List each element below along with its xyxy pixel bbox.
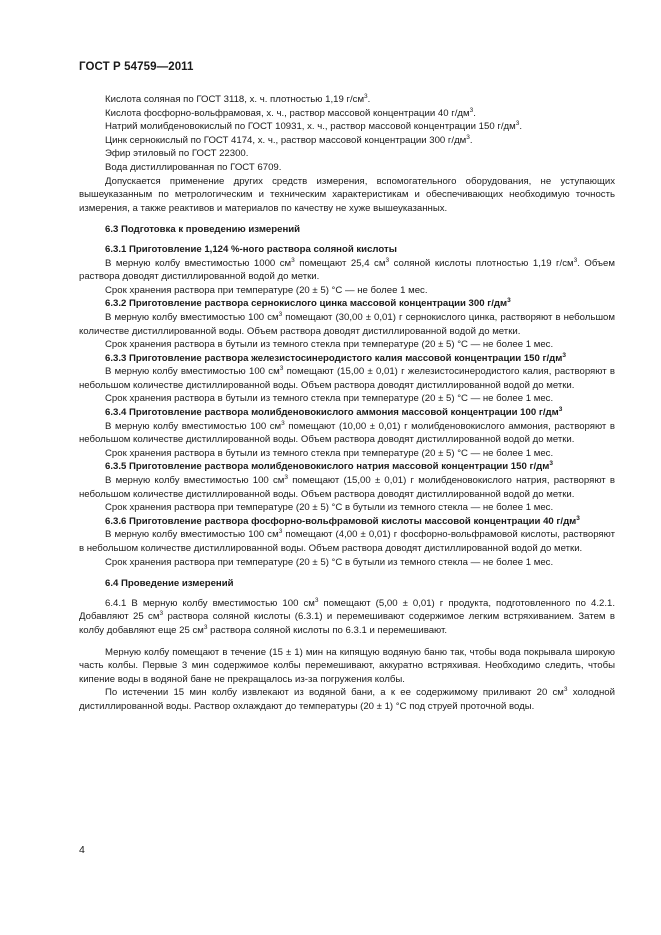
- section-6-4-title: 6.4 Проведение измерений: [105, 578, 234, 590]
- reagent-item: Натрий молибденовокислый по ГОСТ 10931, х. ч., раствор массовой концентрации 150 $г/дм^3$.: [105, 120, 522, 133]
- section-6-3-3-storage: Срок хранения раствора в бутыли из темного стекла при температуре (20 ± 5) °С — не более 1 мес.: [105, 393, 554, 405]
- section-6-3-title: 6.3 Подготовка к проведению измерений: [105, 224, 301, 236]
- section-6-3-2-title: 6.3.2 Приготовление раствора сернокислого цинка массовой концентрации 300 $г/дм^3$: [105, 297, 511, 310]
- section-6-3-6-text: В мерную колбу вместимостью 100 $см^3$ помещают (4,00 ± 0,01) г фосфорно-вольфрамовой кислоты, растворяют в небольшом количестве дистиллированной воды. Объем раствора доводят дистиллированной водой до метки.: [79, 528, 616, 554]
- allowance-paragraph: Допускается применение других средств измерения, вспомогательного оборудования, не уступающих вышеуказанным по метрологическим и техническим характеристикам и обеспечивающих необходимую точность измерения, а также реактивов и материалов по качеству не хуже вышеуказанных.: [79, 175, 615, 214]
- document-body: [79, 93, 615, 714]
- section-6-3-2-text: В мерную колбу вместимостью 100 $см^3$ помещают (30,00 ± 0,01) г сернокислого цинка, растворяют в небольшом количестве дистиллированной воды. Объем раствора доводят дистиллированной водой до метки.: [79, 310, 615, 337]
- section-6-4-1-cooling: По истечении 15 мин колбу извлекают из водяной бани, а к ее содержимому приливают 20 $см^3$ холодной дистиллированной воды. Раствор охлаждают до температуры (20 ± 1) °С под струей проточной воды.: [79, 686, 615, 712]
- section-6-3-4-storage: Срок хранения раствора в бутыли из темного стекла при температуре (20 ± 5) °С — не более 1 мес.: [105, 447, 554, 459]
- reagent-item: Эфир этиловый по ГОСТ 22300.: [105, 148, 249, 160]
- reagent-item: Кислота фосфорно-вольфрамовая, х. ч., раствор массовой концентрации 40 $г/дм^3$.: [105, 106, 476, 119]
- section-6-3-4-text: В мерную колбу вместимостью 100 $см^3$ помещают (10,00 ± 0,01) г молибденовокислого аммония, растворяют в небольшом количестве дистиллированной воды. Объем раствора доводят дистиллированной водой до метки.: [79, 419, 616, 446]
- reagent-list: [79, 93, 615, 175]
- section-6-3-6-storage: Срок хранения раствора при температуре (20 ± 5) °С в бутыли из темного стекла — не более 1 мес.: [105, 556, 554, 568]
- section-6-3-1-title: 6.3.1 Приготовление 1,124 %-ного раствора соляной кислоты: [105, 243, 397, 255]
- section-6-3-5-storage: Срок хранения раствора при температуре (20 ± 5) °С в бутыли из темного стекла — не более 1 мес.: [105, 502, 554, 514]
- section-6-3-1-storage: Срок хранения раствора при температуре (20 ± 5) °С — не более 1 мес.: [105, 284, 428, 296]
- section-6-3-3-title: 6.3.3 Приготовление раствора железистосинеродистого калия массовой концентрации 150 $г/дм^3$: [105, 351, 566, 364]
- section-6-3-5-text: В мерную колбу вместимостью 100 $см^3$ помещают (15,00 ± 0,01) г молибденовокислого натрия, растворяют в небольшом количестве дистиллированной воды. Объем раствора доводят дистиллированной водой до метки.: [79, 473, 616, 500]
- section-6-3-1-text: В мерную колбу вместимостью 1000 $см^3$ помещают 25,4 $см^3$ соляной кислоты плотностью 1,19 $г/см^3$. Объем раствора доводят дистиллированной водой до метки.: [79, 256, 615, 283]
- section-6-3-2-storage: Срок хранения раствора в бутыли из темного стекла при температуре (20 ± 5) °С — не более 1 мес.: [105, 339, 554, 351]
- section-6-3-3-text: В мерную колбу вместимостью 100 $см^3$ помещают (15,00 ± 0,01) г железистосинеродистого калия, растворяют в небольшом количестве дистиллированной воды. Объем раствора доводят дистиллированной водой до метки.: [79, 365, 616, 391]
- section-6-3-6-title: 6.3.6 Приготовление раствора фосфорно-вольфрамовой кислоты массовой концентрации 40 $г/дм^3$: [105, 514, 580, 527]
- section-6-3-4-title: 6.3.4 Приготовление раствора молибденовокислого аммония массовой концентрации 100 $г/дм^3$: [105, 405, 563, 419]
- section-6-3-5-title: 6.3.5 Приготовление раствора молибденовокислого натрия массовой концентрации 150 $г/дм^3$: [105, 460, 553, 473]
- reagent-item: Вода дистиллированная по ГОСТ 6709.: [105, 161, 282, 173]
- section-6-4-1-text: 6.4.1 В мерную колбу вместимостью 100 $см^3$ помещают (5,00 ± 0,01) г продукта, подготовленного по 4.2.1. Добавляют 25 $см^3$ раствора соляной кислоты (6.3.1) и перемешивают содержимое легким встряхиванием. Затем в колбу добавляют еще 25 $см^3$ раствора соляной кислоты по 6.3.1 и перемешивают.: [79, 596, 615, 636]
- page-number: 4: [79, 844, 85, 856]
- reagent-item: Кислота соляная по ГОСТ 3118, х. ч. плотностью 1,19 $г/см^3$.: [105, 92, 371, 105]
- reagent-item: Цинк сернокислый по ГОСТ 4174, х. ч., раствор массовой концентрации 300 $г/дм^3$.: [105, 133, 473, 146]
- document-code: ГОСТ Р 54759—2011: [79, 61, 194, 73]
- section-6-4-1-bath: Мерную колбу помещают в течение (15 ± 1) мин на кипящую водяную баню так, чтобы вода покрывала широкую часть колбы. Первые 3 мин содержимое колбы перемешивают, аккуратно встряхивая. Необходимо следить, чтобы кипение воды в водяной бане не прекращалось из-за погружения колбы.: [79, 646, 615, 685]
